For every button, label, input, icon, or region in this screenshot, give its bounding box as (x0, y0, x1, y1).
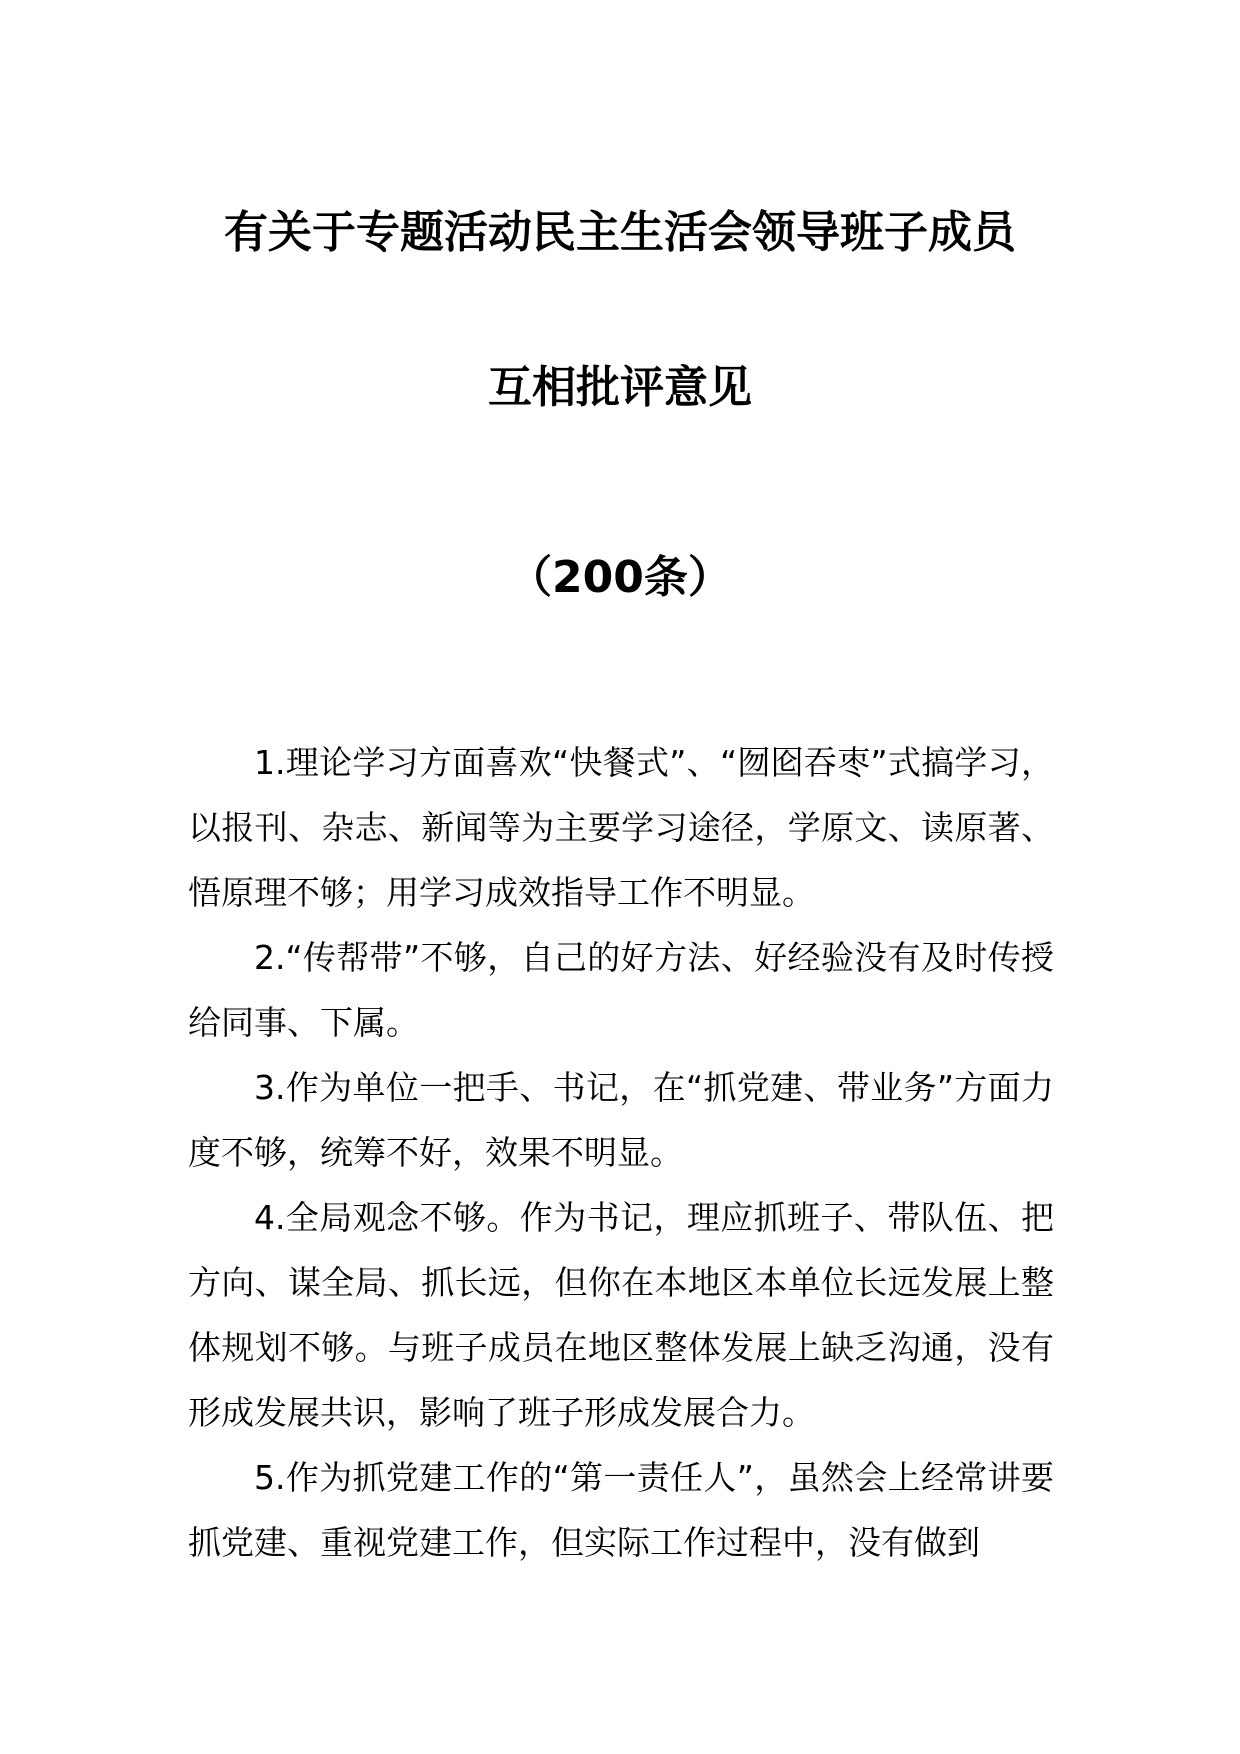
paragraph-4: 4.全局观念不够。作为书记，理应抓班子、带队伍、把方向、谋全局、抓长远，但你在本地区本单位长远发展上整体规划不够。与班子成员在地区整体发展上缺乏沟通，没有形成发展共识，影响了班子形成发展合力。 (188, 1198, 1054, 1432)
document-title-line-2: 互相批评意见 (488, 362, 752, 413)
document-title-line-1: 有关于专题活动民主生活会领导班子成员 (224, 207, 1016, 258)
paragraph-3: 3.作为单位一把手、书记，在“抓党建、带业务”方面力度不够，统筹不好，效果不明显。 (188, 1068, 1054, 1172)
document-title-count: （200条） (508, 552, 732, 603)
paragraph-5: 5.作为抓党建工作的“第一责任人”，虽然会上经常讲要抓党建、重视党建工作，但实际工作过程中，没有做到 (188, 1458, 1054, 1562)
document-body (188, 730, 1054, 1575)
paragraph-1: 1.理论学习方面喜欢“快餐式”、“囫囵吞枣”式搞学习，以报刊、杂志、新闻等为主要学习途径，学原文、读原著、悟原理不够；用学习成效指导工作不明显。 (188, 743, 1054, 912)
paragraph-2: 2.“传帮带”不够，自己的好方法、好经验没有及时传授给同事、下属。 (188, 938, 1054, 1042)
